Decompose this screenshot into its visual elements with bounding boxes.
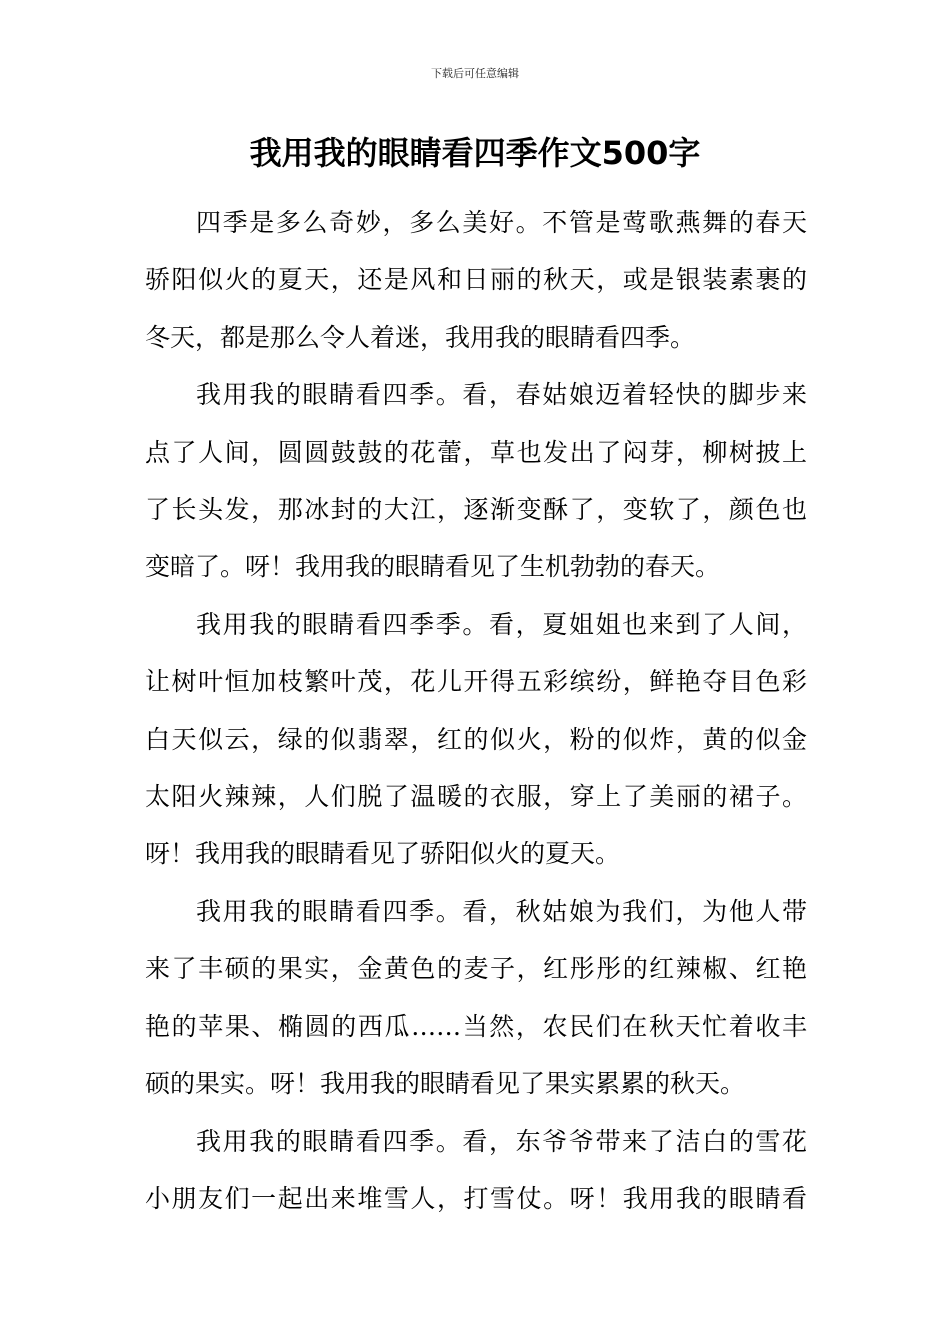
paragraph-line: 了长头发，那冰封的大江，逐渐变酥了，变软了，颜色也 [145,495,807,525]
paragraph-line: 来了丰硕的果实，金黄色的麦子，红彤彤的红辣椒、红艳 [145,954,807,984]
header-note: 下载后可任意编辑 [431,67,519,80]
paragraph-line: 硕的果实。呀！我用我的眼睛看见了果实累累的秋天。 [145,1069,746,1099]
paragraph-line: 我用我的眼睛看四季。看，秋姑娘为我们，为他人带 [196,896,807,926]
paragraph-line: 冬天，都是那么令人着迷，我用我的眼睛看四季。 [145,322,696,352]
paragraph-line: 呀！我用我的眼睛看见了骄阳似火的夏天。 [145,839,621,869]
paragraph-2 [145,366,807,596]
paragraph-line: 我用我的眼睛看四季。看，春姑娘迈着轻快的脚步来 [196,380,807,410]
paragraph-4 [145,883,807,1113]
paragraph-line: 小朋友们一起出来堆雪人，打雪仗。呀！我用我的眼睛看 [145,1183,807,1213]
paragraph-line: 我用我的眼睛看四季。看，东爷爷带来了洁白的雪花 [196,1126,807,1156]
paragraph-line: 让树叶恒加枝繁叶茂，花儿开得五彩缤纷，鲜艳夺目色彩 [145,667,807,697]
paragraph-line: 变暗了。呀！我用我的眼睛看见了生机勃勃的春天。 [145,552,721,582]
paragraph-3 [145,596,807,883]
paragraph-line: 白天似云，绿的似翡翠，红的似火，粉的似炸，黄的似金 [145,724,807,754]
paragraph-5 [145,1113,807,1228]
paragraph-line: 太阳火辣辣，人们脱了温暖的衣服，穿上了美丽的裙子。 [145,782,807,812]
paragraph-line: 四季是多么奇妙，多么美好。不管是莺歌燕舞的春天 [196,208,807,237]
document-body [145,194,807,1227]
paragraph-1 [145,194,807,366]
paragraph-line: 骄阳似火的夏天，还是风和日丽的秋天，或是银装素裹的 [145,265,807,295]
paragraph-line: 我用我的眼睛看四季季。看，夏姐姐也来到了人间， [196,609,807,639]
document-title: 我用我的眼睛看四季作文500字 [249,134,701,172]
paragraph-line: 点了人间，圆圆鼓鼓的花蕾，草也发出了闷芽，柳树披上 [145,437,807,467]
paragraph-line: 艳的苹果、椭圆的西瓜……当然，农民们在秋天忙着收丰 [145,1011,807,1041]
